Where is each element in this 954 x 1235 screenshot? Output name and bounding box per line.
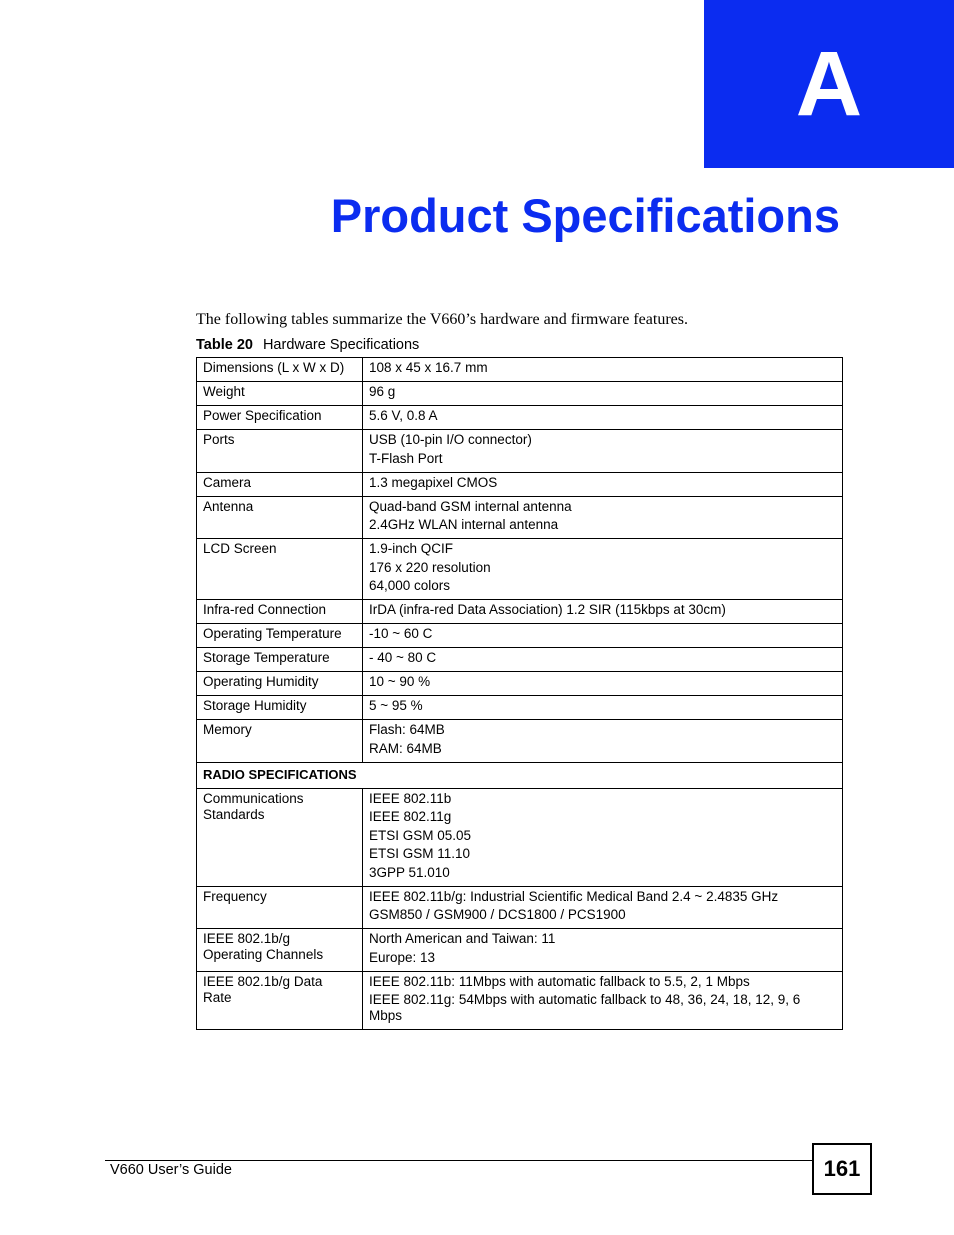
spec-value: GSM850 / GSM900 / DCS1800 / PCS1900 [369,907,626,922]
spec-label: Ports [203,432,235,447]
page-number: 161 [823,1156,861,1181]
spec-value: IEEE 802.11b [369,790,452,806]
table-row [197,624,843,648]
spec-value-cell [363,720,843,763]
spec-value: IEEE 802.11g: 54Mbps with automatic fallback to 48, 36, 24, 18, 12, 9, 6 Mbps [369,992,801,1023]
intro-paragraph: The following tables summarize the V660’s hardware and firmware features. [196,311,688,328]
spec-value: 1.9-inch QCIF [369,541,454,556]
spec-value-cell [363,788,843,886]
spec-value-cell [363,430,843,473]
spec-value-cell [363,406,843,430]
spec-label: LCD Screen [203,541,277,556]
table-row [197,696,843,720]
spec-label-cell [197,672,363,696]
spec-value: North American and Taiwan: 11 [369,931,556,946]
spec-value-cell [363,696,843,720]
spec-label-cell [197,696,363,720]
chapter-letter-box [704,0,954,168]
spec-label: Rate [203,989,232,1005]
spec-label-cell [197,430,363,473]
table-row [197,382,843,406]
spec-label-cell [197,358,363,382]
spec-value: 96 g [369,384,396,399]
table-row [197,648,843,672]
spec-value: 3GPP 51.010 [369,864,450,880]
table-section-row [197,762,843,788]
spec-label-cell [197,929,363,972]
footer-divider [105,1160,812,1161]
spec-value: Quad-band GSM internal antenna [369,498,572,514]
spec-label-cell [197,406,363,430]
spec-value: 10 ~ 90 % [369,674,431,689]
spec-label-cell [197,382,363,406]
table-row [197,406,843,430]
table-row [197,430,843,473]
spec-value-cell [363,382,843,406]
spec-value: 64,000 colors [369,578,451,593]
spec-value-cell [363,648,843,672]
spec-label-cell [197,886,363,929]
spec-label: Weight [203,384,245,399]
spec-label-cell [197,720,363,763]
spec-label: Operating Temperature [203,626,342,641]
spec-value-cell [363,971,843,1030]
table-row [197,496,843,539]
spec-value: 5.6 V, 0.8 A [369,408,438,423]
spec-label: Memory [203,722,252,737]
table-row [197,672,843,696]
spec-label-cell [197,539,363,600]
spec-value-cell [363,624,843,648]
spec-value: 5 ~ 95 % [369,698,423,713]
spec-label: Storage Temperature [203,650,330,665]
spec-label: Camera [203,474,252,490]
hardware-specifications-table [196,357,843,1030]
spec-value-cell [363,358,843,382]
table-row [197,472,843,496]
spec-value: ETSI GSM 11.10 [369,846,471,861]
table-row [197,539,843,600]
spec-label-cell [197,496,363,539]
spec-label-cell [197,971,363,1030]
spec-value: - 40 ~ 80 C [369,650,437,665]
footer-guide-title: V660 User’s Guide [110,1162,232,1178]
spec-value: IEEE 802.11b/g: Industrial Scientific Medical Band 2.4 ~ 2.4835 GHz [369,888,779,904]
spec-value: USB (10-pin I/O connector) [369,432,532,447]
spec-value: 176 x 220 resolution [369,559,491,575]
spec-value: Europe: 13 [369,949,436,965]
spec-value: 108 x 45 x 16.7 mm [369,360,488,375]
spec-label-cell [197,624,363,648]
spec-value-cell [363,929,843,972]
table-row [197,886,843,929]
spec-value: RAM: 64MB [369,740,442,756]
spec-label-cell [197,472,363,496]
table-row [197,929,843,972]
spec-label: Operating Humidity [203,674,319,689]
page-number-box [812,1143,872,1195]
spec-value: 1.3 megapixel CMOS [369,474,498,490]
spec-label: Dimensions (L x W x D) [203,360,345,375]
spec-value: T-Flash Port [369,450,443,466]
spec-value-cell [363,496,843,539]
spec-value: 2.4GHz WLAN internal antenna [369,517,559,532]
spec-value: IEEE 802.11g [369,809,452,824]
spec-label: Power Specification [203,408,322,423]
spec-label: IEEE 802.1b/g Data [203,973,323,989]
spec-label: IEEE 802.1b/g [203,931,291,946]
spec-value: IrDA (infra-red Data Association) 1.2 SIR (115kbps at 30cm) [369,602,726,617]
page-title: Product Specifications [330,189,840,242]
spec-label-cell [197,600,363,624]
spec-label: Infra-red Connection [203,602,327,617]
spec-label-cell [197,788,363,886]
section-heading: RADIO SPECIFICATIONS [197,762,843,788]
spec-label: Storage Humidity [203,698,307,713]
spec-value-cell [363,472,843,496]
spec-value-cell [363,886,843,929]
spec-label: Standards [203,806,265,822]
table-row [197,971,843,1030]
table-row [197,788,843,886]
spec-value: ETSI GSM 05.05 [369,827,472,843]
spec-label: Antenna [203,498,254,514]
spec-value: -10 ~ 60 C [369,626,433,641]
table-row [197,358,843,382]
spec-label: Communications [203,790,304,806]
spec-label: Frequency [203,888,267,904]
spec-value-cell [363,539,843,600]
table-row [197,600,843,624]
spec-value-cell [363,672,843,696]
spec-value-cell [363,600,843,624]
table-caption-number: Table 20 [196,337,253,353]
table-caption [196,337,419,353]
spec-value: IEEE 802.11b: 11Mbps with automatic fallback to 5.5, 2, 1 Mbps [369,973,750,989]
table-row [197,720,843,763]
spec-table-body [197,358,843,1030]
chapter-letter: A [795,33,863,135]
table-caption-title: Hardware Specifications [262,337,420,353]
spec-label: Operating Channels [203,947,324,962]
spec-label-cell [197,648,363,672]
spec-value: Flash: 64MB [369,722,445,737]
